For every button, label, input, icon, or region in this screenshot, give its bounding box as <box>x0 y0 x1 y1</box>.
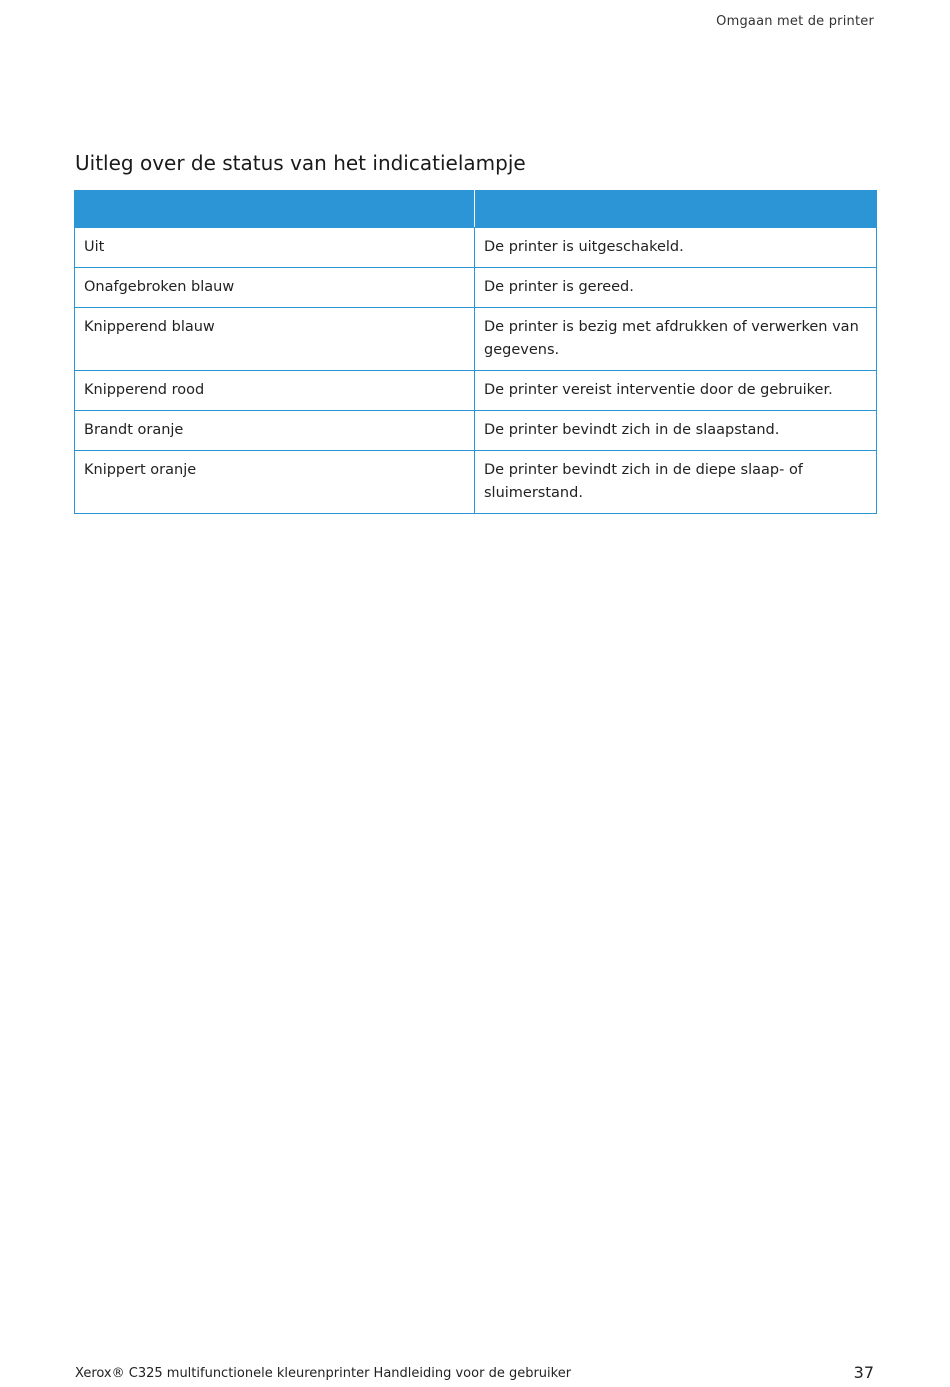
light-state-cell: Brandt oranje <box>75 411 475 451</box>
status-description-cell: De printer vereist interventie door de gebruiker. <box>475 371 877 411</box>
light-state-cell: Knippert oranje <box>75 451 475 514</box>
status-description-cell: De printer bevindt zich in de diepe slaap- of sluimerstand. <box>475 451 877 514</box>
table-header <box>75 191 877 228</box>
table-body <box>75 228 877 514</box>
table-header-row <box>75 191 877 228</box>
table-header-cell-status <box>475 191 877 228</box>
table-row <box>75 268 877 308</box>
light-state-cell: Uit <box>75 228 475 268</box>
table-row <box>75 308 877 371</box>
status-description-cell: De printer bevindt zich in de slaapstand. <box>475 411 877 451</box>
status-description-cell: De printer is gereed. <box>475 268 877 308</box>
table-row <box>75 228 877 268</box>
light-state-cell: Knipperend rood <box>75 371 475 411</box>
status-description-cell: De printer is uitgeschakeld. <box>475 228 877 268</box>
light-state-cell: Onafgebroken blauw <box>75 268 475 308</box>
table-header-cell-light <box>75 191 475 228</box>
light-state-cell: Knipperend blauw <box>75 308 475 371</box>
page-number: 37 <box>853 1363 874 1382</box>
table-row <box>75 371 877 411</box>
table-row <box>75 451 877 514</box>
indicator-status-table <box>74 190 877 514</box>
table-row <box>75 411 877 451</box>
running-footer: Xerox® C325 multifunctionele kleurenprinter Handleiding voor de gebruiker <box>75 1366 572 1381</box>
running-header: Omgaan met de printer <box>716 14 874 29</box>
section-title: Uitleg over de status van het indicatielampje <box>75 151 526 175</box>
status-description-cell: De printer is bezig met afdrukken of verwerken van gegevens. <box>475 308 877 371</box>
